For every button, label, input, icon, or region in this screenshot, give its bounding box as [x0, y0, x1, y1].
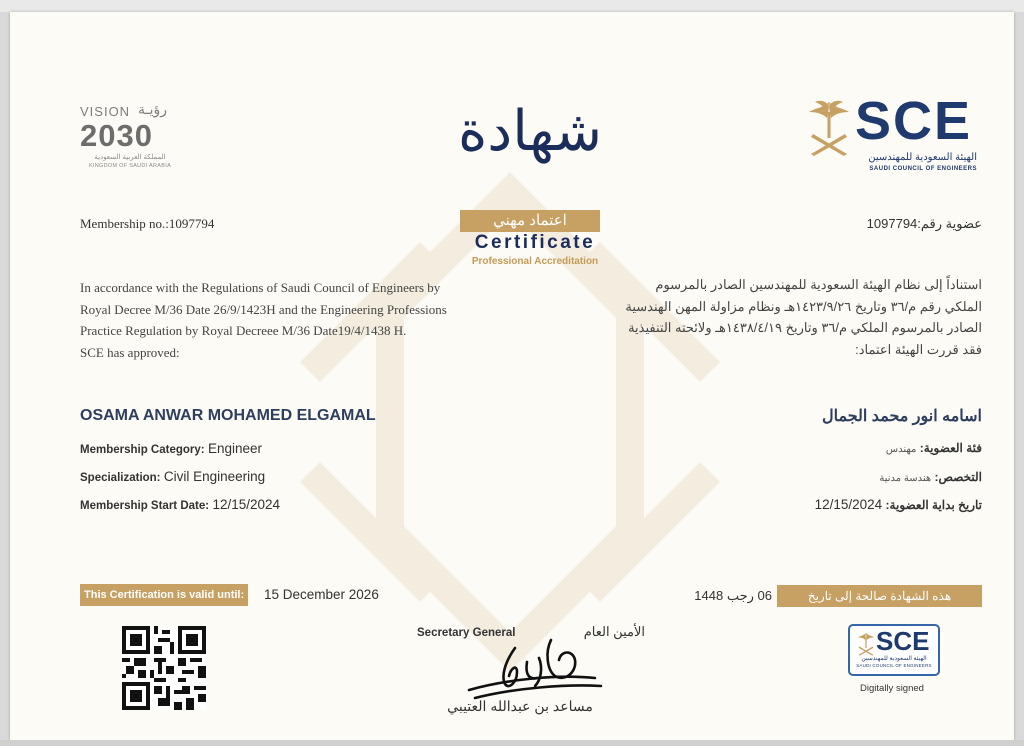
membership-start-english: [80, 497, 280, 512]
membership-start-arabic: [682, 497, 982, 512]
title-english: Certificate: [474, 232, 596, 253]
certificate-heading: [450, 99, 610, 274]
signer-name-arabic: مساعد بن عبدالله العتيبي: [447, 698, 593, 714]
stamp-letters: SCE: [876, 626, 930, 656]
vision-2030-logo: [80, 101, 190, 174]
specialization-arabic: [682, 470, 982, 484]
intro-line: Royal Decree M/36 Date 26/9/1423H and the Engineering Professions: [80, 301, 447, 317]
vision-word: VISION: [80, 104, 131, 119]
handwritten-signature-icon: [455, 628, 605, 702]
person-name-english: OSAMA ANWAR MOHAMED ELGAMAL: [80, 407, 376, 424]
sce-name-english: SAUDI COUNCIL OF ENGINEERS: [869, 166, 977, 172]
vision-year: 2030: [80, 118, 153, 153]
intro-paragraph-arabic: [550, 274, 982, 360]
validity-date-arabic: 06 رجب 1448: [694, 588, 772, 603]
sce-logo: [805, 91, 985, 178]
field-value-arabic: هندسة مدنية: [879, 473, 932, 484]
subtitle-arabic: اعتماد مهني: [460, 210, 600, 232]
intro-line-arabic: استناداً إلى نظام الهيئة السعودية للمهندسين الصادر بالمرسوم: [655, 277, 982, 292]
sce-name-arabic: الهيئة السعودية للمهندسين: [868, 152, 977, 163]
sce-letters: SCE: [855, 91, 973, 151]
membership-number-arabic: [790, 216, 982, 232]
digitally-signed-caption: Digitally signed: [860, 683, 924, 694]
field-label-arabic: فئة العضوية:: [919, 441, 982, 455]
window-top-bar: [0, 0, 1024, 12]
intro-line-arabic: الصادر بالمرسوم الملكي م/٣٦ وتاريخ ١٤٣٨/٤/١٩هـ ولائحته التنفيذية: [628, 320, 982, 335]
membership-label-english: Membership no.:: [80, 216, 169, 231]
digital-stamp: [848, 624, 940, 676]
validity-date-english: 15 December 2026: [264, 587, 379, 602]
field-value: Engineer: [207, 441, 262, 456]
field-label-arabic: التخصص:: [934, 470, 982, 484]
intro-line: In accordance with the Regulations of Saudi Council of Engineers by: [80, 280, 441, 295]
membership-category-arabic: [682, 441, 982, 455]
field-label: Specialization:: [80, 472, 161, 484]
membership-number-value: 1097794: [168, 216, 215, 231]
qr-code-icon: [122, 626, 206, 710]
title-arabic: شهادة: [457, 99, 603, 164]
intro-paragraph-english: [80, 277, 520, 363]
stamp-name-arabic: الهيئة السعودية للمهندسين: [861, 656, 927, 662]
membership-number-value-arabic: 1097794: [866, 216, 918, 231]
intro-line: SCE has approved:: [80, 344, 180, 360]
window-bottom-bar: [0, 740, 1024, 746]
secretary-general-title-english: Secretary General: [417, 627, 516, 639]
validity-label-arabic: هذه الشهادة صالحة إلى تاريخ: [777, 585, 982, 607]
person-name-arabic: اسامه انور محمد الجمال: [821, 408, 982, 425]
stamp-name-english: SAUDI COUNCIL OF ENGINEERS: [856, 663, 932, 668]
palm-swords-emblem-icon: [805, 98, 853, 158]
vision-word-arabic: رؤيـة: [138, 101, 168, 117]
field-value-arabic: مهندس: [885, 444, 917, 455]
field-label-arabic: تاريخ بداية العضوية:: [885, 498, 982, 512]
vision-kingdom-english: KINGDOM OF SAUDI ARABIA: [88, 163, 172, 169]
membership-number-english: [80, 216, 214, 232]
certificate-page: [10, 12, 1014, 740]
field-value: Civil Engineering: [163, 469, 266, 484]
intro-line-arabic: الملكي رقم م/٣٦ وتاريخ ١٤٢٣/٩/٢٦هـ ونظام مزاولة المهن الهندسية: [625, 298, 982, 314]
intro-line-arabic: فقد قررت الهيئة اعتماد:: [855, 341, 982, 357]
palm-swords-emblem-icon: [856, 631, 876, 657]
intro-line: Practice Regulation by Royal Decreee M/36 Date19/4/1438 H.: [80, 323, 407, 338]
specialization-english: [80, 469, 265, 484]
vision-kingdom-arabic: المملكة العربية السعودية: [94, 154, 166, 161]
validity-label-english: This Certification is valid until:: [80, 584, 248, 606]
secretary-general-title-arabic: الأمين العام: [583, 624, 645, 639]
field-value-arabic: 12/15/2024: [814, 497, 883, 512]
field-label: Membership Start Date:: [80, 500, 210, 512]
membership-label-arabic: عضوية رقم:: [917, 216, 982, 231]
subtitle-english: Professional Accreditation: [471, 256, 599, 267]
field-value: 12/15/2024: [212, 497, 281, 512]
field-label: Membership Category:: [80, 444, 205, 456]
membership-category-english: [80, 441, 262, 456]
